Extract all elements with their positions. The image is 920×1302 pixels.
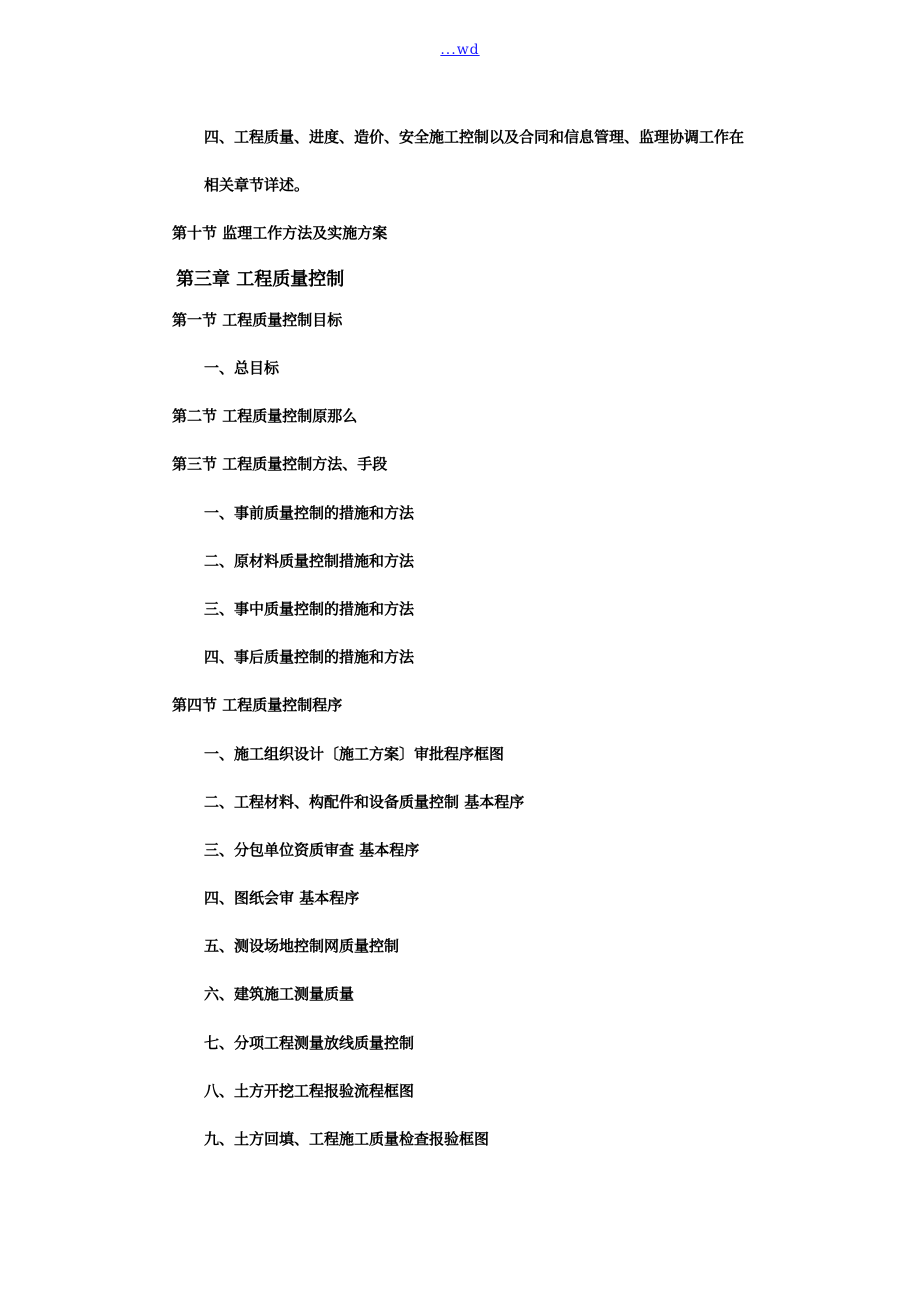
list-item: 二、原材料质量控制措施和方法 [204,552,415,570]
paragraph-line-2: 相关章节详述。 [204,176,310,194]
list-item: 三、事中质量控制的措施和方法 [204,600,415,618]
list-item: 五、测设场地控制网质量控制 [204,937,400,955]
chapter-heading-3: 第三章 工程质量控制 [176,269,345,290]
paragraph-line-1: 四、工程质量、进度、造价、安全施工控制以及合同和信息管理、监理协调工作在 [204,128,745,146]
list-item: 二、工程材料、构配件和设备质量控制 基本程序 [204,793,525,811]
section-heading-10: 第十节 监理工作方法及实施方案 [172,224,388,242]
list-item: 九、土方回填、工程施工质量检查报验框图 [204,1130,490,1148]
section-heading-1: 第一节 工程质量控制目标 [172,311,343,329]
list-item: 八、土方开挖工程报验流程框图 [204,1082,415,1100]
section-heading-3: 第三节 工程质量控制方法、手段 [172,455,388,473]
list-item: 六、建筑施工测量质量 [204,985,355,1003]
header-link[interactable]: ...wd [440,42,480,58]
list-item: 一、施工组织设计〔施工方案〕审批程序框图 [204,745,505,763]
list-item: 三、分包单位资质审查 基本程序 [204,841,420,859]
section-heading-4: 第四节 工程质量控制程序 [172,696,343,714]
list-item: 一、事前质量控制的措施和方法 [204,504,415,522]
list-item: 四、事后质量控制的措施和方法 [204,648,415,666]
list-item: 七、分项工程测量放线质量控制 [204,1034,415,1052]
list-item: 一、总目标 [204,359,280,377]
section-heading-2: 第二节 工程质量控制原那么 [172,407,358,425]
list-item: 四、图纸会审 基本程序 [204,889,360,907]
